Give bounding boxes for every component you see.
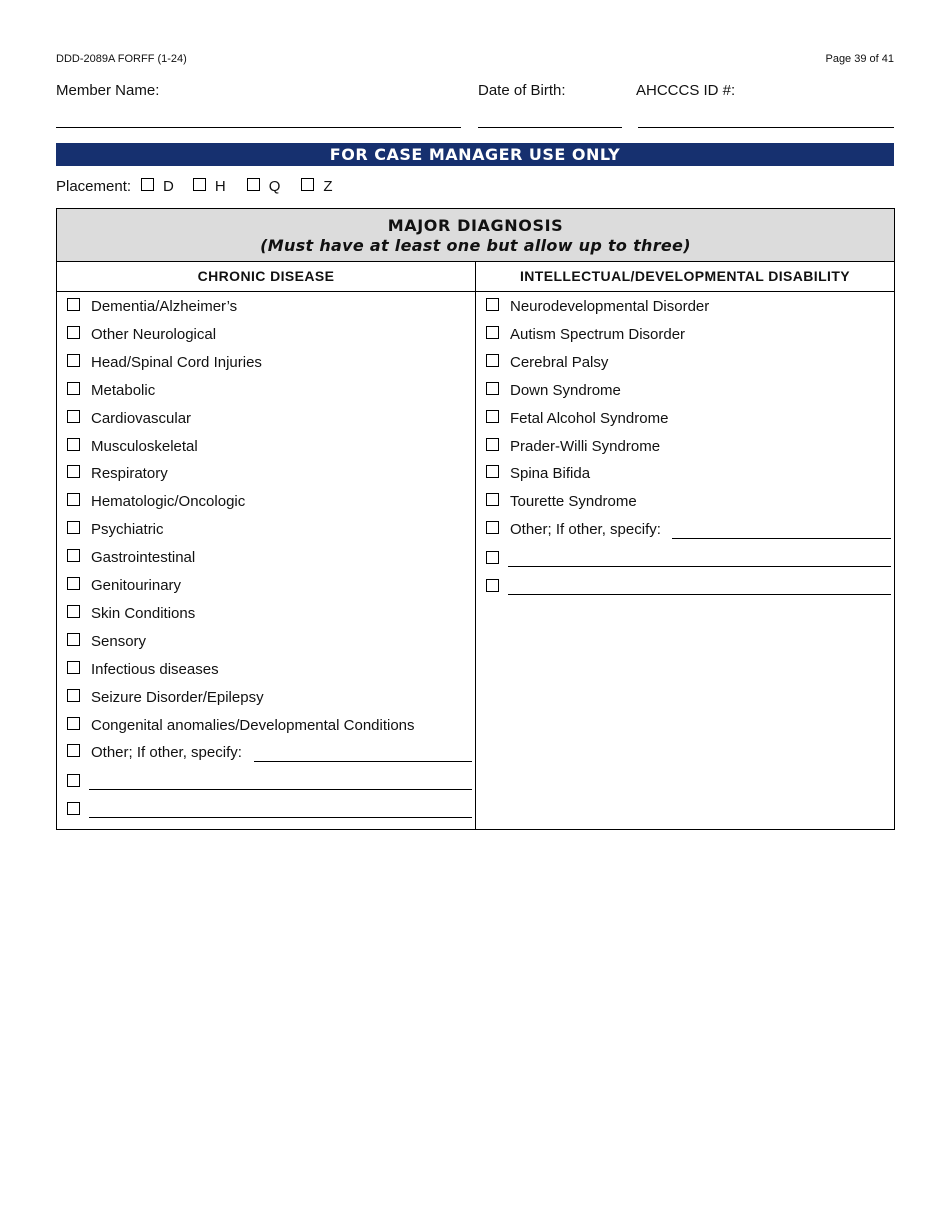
member-name-label: Member Name: [56,82,160,99]
table-title: MAJOR DIAGNOSIS [387,216,564,235]
chronic-disease-label: Other Neurological [91,325,217,343]
chronic-disease-label: Psychiatric [91,521,164,539]
major-diagnosis-table [56,208,895,830]
chronic-disease-label: Cardiovascular [91,409,192,427]
chronic-disease-label: Musculoskeletal [91,437,198,455]
chronic-disease-checkbox[interactable] [67,661,80,674]
ahcccs-id-label: AHCCCS ID #: [636,82,736,99]
idd-checkbox[interactable] [486,465,499,478]
placement-row [56,178,343,195]
idd-checkbox[interactable] [486,521,499,534]
chronic-disease-blank-field[interactable] [89,817,472,818]
idd-label: Cerebral Palsy [510,353,609,371]
idd-checkbox[interactable] [486,354,499,367]
chronic-disease-label: Hematologic/Oncologic [91,493,246,511]
chronic-disease-checkbox[interactable] [67,717,80,730]
chronic-disease-blank-checkbox[interactable] [67,774,80,787]
idd-label: Other; If other, specify: [510,521,661,539]
chronic-disease-checkbox[interactable] [67,689,80,702]
idd-label: Tourette Syndrome [510,493,637,511]
placement-d-checkbox[interactable] [141,178,154,191]
idd-blank-checkbox[interactable] [486,579,499,592]
placement-q-label: Q [268,178,281,195]
chronic-disease-label: Metabolic [91,381,156,399]
chronic-disease-checkbox[interactable] [67,521,80,534]
placement-h-checkbox[interactable] [193,178,206,191]
chronic-disease-checkbox[interactable] [67,298,80,311]
chronic-disease-label: Head/Spinal Cord Injuries [91,353,262,371]
idd-checkbox[interactable] [486,438,499,451]
chronic-disease-label: Seizure Disorder/Epilepsy [91,688,264,706]
chronic-disease-label: Respiratory [91,465,168,483]
idd-checkbox[interactable] [486,410,499,423]
placement-q-checkbox[interactable] [247,178,260,191]
member-name-field[interactable] [56,127,461,128]
idd-label: Autism Spectrum Disorder [510,325,686,343]
chronic-disease-checkbox[interactable] [67,493,80,506]
chronic-disease-checkbox[interactable] [67,438,80,451]
chronic-disease-label: Skin Conditions [91,604,196,622]
case-manager-banner: FOR CASE MANAGER USE ONLY [56,143,894,166]
idd-checkbox[interactable] [486,326,499,339]
chronic-disease-label: Genitourinary [91,577,182,594]
idd-blank-field[interactable] [508,594,891,595]
page-number: Page 39 of 41 [825,53,894,65]
chronic-disease-label: Dementia/Alzheimer’s [91,298,238,315]
idd-checkbox[interactable] [486,493,499,506]
idd-label: Down Syndrome [510,381,621,399]
dob-label: Date of Birth: [478,82,566,99]
placement-h-label: H [214,178,226,195]
chronic-disease-other-specify-field[interactable] [254,761,472,762]
chronic-disease-checkbox[interactable] [67,633,80,646]
placement-option-q[interactable] [247,178,293,195]
chronic-disease-checkbox[interactable] [67,605,80,618]
chronic-disease-checkbox[interactable] [67,382,80,395]
chronic-disease-header: CHRONIC DISEASE [57,262,475,292]
chronic-disease-blank-field[interactable] [89,789,472,790]
chronic-disease-label: Gastrointestinal [91,549,196,567]
chronic-disease-checkbox[interactable] [67,744,80,757]
placement-z-checkbox[interactable] [301,178,314,191]
placement-z-label: Z [323,178,333,195]
chronic-disease-blank-checkbox[interactable] [67,802,80,815]
idd-label: Fetal Alcohol Syndrome [510,409,669,427]
ahcccs-id-field[interactable] [638,127,894,128]
chronic-disease-checkbox[interactable] [67,549,80,562]
idd-label: Prader-Willi Syndrome [510,437,661,455]
chronic-disease-label: Sensory [91,632,147,650]
dob-field[interactable] [478,127,622,128]
chronic-disease-checkbox[interactable] [67,354,80,367]
chronic-disease-label: Congenital anomalies/Developmental Conditions [91,716,415,734]
table-header [57,209,894,262]
placement-option-z[interactable] [301,178,342,195]
idd-label: Neurodevelopmental Disorder [510,298,710,315]
placement-option-h[interactable] [193,178,238,195]
idd-header: INTELLECTUAL/DEVELOPMENTAL DISABILITY [476,262,894,292]
chronic-disease-label: Infectious diseases [91,660,219,678]
chronic-disease-checkbox[interactable] [67,326,80,339]
chronic-disease-label: Other; If other, specify: [91,744,242,762]
placement-option-d[interactable] [141,178,184,195]
idd-checkbox[interactable] [486,298,499,311]
idd-label: Spina Bifida [510,465,591,483]
idd-blank-field[interactable] [508,566,891,567]
idd-checkbox[interactable] [486,382,499,395]
placement-label: Placement: [56,178,132,195]
idd-other-specify-field[interactable] [672,538,891,539]
chronic-disease-checkbox[interactable] [67,465,80,478]
table-subtitle: (Must have at least one but allow up to three) [260,236,691,255]
placement-d-label: D [163,178,174,195]
form-id: DDD-2089A FORFF (1-24) [56,53,187,65]
column-divider [475,262,476,829]
chronic-disease-checkbox[interactable] [67,577,80,590]
chronic-disease-checkbox[interactable] [67,410,80,423]
idd-blank-checkbox[interactable] [486,551,499,564]
